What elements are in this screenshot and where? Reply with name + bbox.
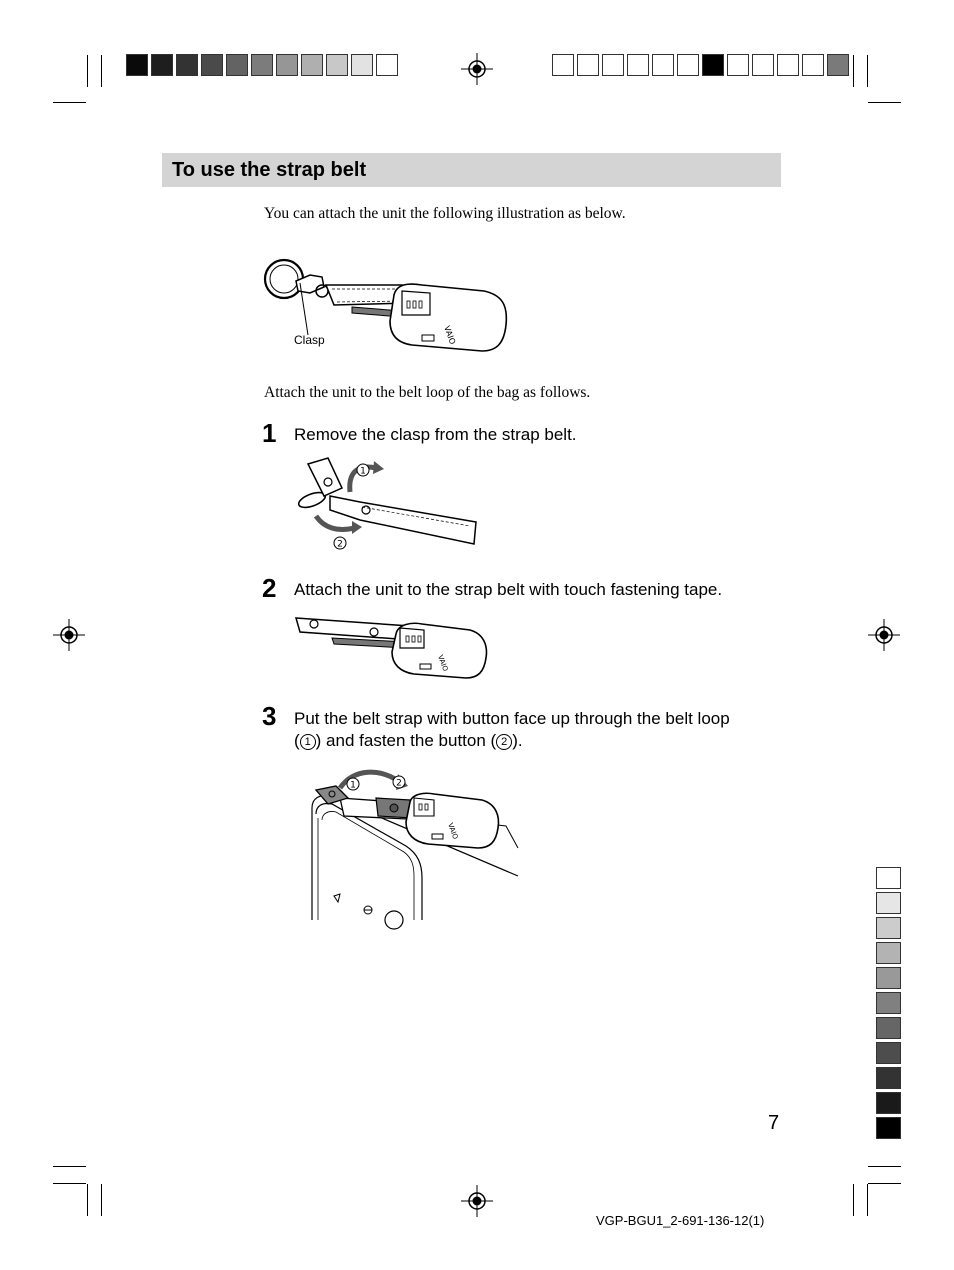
top-left-grayscale-bar [126,54,401,76]
side-grayscale-swatch [876,917,901,939]
callout-3-2: 2 [396,778,402,789]
grayscale-swatch [376,54,398,76]
side-grayscale-swatch [876,967,901,989]
calibration-swatch [702,54,724,76]
callout-2: 2 [337,539,343,550]
callout-3-1: 1 [350,780,356,791]
intro-text: You can attach the unit the following illustration as below. [264,205,626,222]
side-grayscale-bar [876,867,901,1142]
registration-mark-left [53,619,85,651]
calibration-swatch [602,54,624,76]
registration-mark-right [868,619,900,651]
calibration-swatch [652,54,674,76]
calibration-swatch [627,54,649,76]
grayscale-swatch [276,54,298,76]
clasp-label: Clasp [294,333,325,347]
side-grayscale-swatch [876,867,901,889]
step-3-line-1: Put the belt strap with button face up through the belt loop [294,709,730,728]
registration-mark-bottom [461,1185,493,1217]
grayscale-swatch [326,54,348,76]
section-heading: To use the strap belt [162,153,781,187]
grayscale-swatch [351,54,373,76]
side-grayscale-swatch [876,1042,901,1064]
grayscale-swatch [251,54,273,76]
step-1-number: 1 [262,418,277,448]
figure-attach-unit [292,612,492,684]
unit-logo-3: VAIO [446,821,460,841]
calibration-swatch [777,54,799,76]
step-1-text: Remove the clasp from the strap belt. [294,425,577,444]
footer-code: VGP-BGU1_2-691-136-12(1) [596,1213,765,1228]
marker-circled-1: 1 [300,734,316,750]
top-right-calibration-bar [552,54,852,76]
step-2-text: Attach the unit to the strap belt with touch fastening tape. [294,580,723,599]
unit-logo: VAIO [442,324,458,346]
side-grayscale-swatch [876,1017,901,1039]
calibration-swatch [802,54,824,76]
marker-circled-2: 2 [496,734,512,750]
belt-loop-instruction: Attach the unit to the belt loop of the bag as follows. [264,384,591,401]
grayscale-swatch [151,54,173,76]
calibration-swatch [727,54,749,76]
grayscale-swatch [201,54,223,76]
calibration-swatch [752,54,774,76]
side-grayscale-swatch [876,942,901,964]
side-grayscale-swatch [876,892,901,914]
page-number: 7 [768,1112,780,1134]
grayscale-swatch [176,54,198,76]
grayscale-swatch [226,54,248,76]
calibration-swatch [677,54,699,76]
callout-1: 1 [360,466,366,477]
calibration-swatch [827,54,849,76]
grayscale-swatch [301,54,323,76]
calibration-swatch [552,54,574,76]
step-2-number: 2 [262,573,277,603]
side-grayscale-swatch [876,992,901,1014]
grayscale-swatch [126,54,148,76]
step-3-text: Put the belt strap with button face up through the belt loop ( 1 ) and fasten the button ( 2 ). [294,709,730,750]
figure-remove-clasp [290,452,490,552]
side-grayscale-swatch [876,1067,901,1089]
figure-belt-loop-on-bag [306,768,531,926]
side-grayscale-swatch [876,1092,901,1114]
step-3-number: 3 [262,701,277,731]
calibration-swatch [577,54,599,76]
registration-mark-top [461,53,493,85]
side-grayscale-swatch [876,1117,901,1139]
unit-logo-2: VAIO [436,653,450,673]
